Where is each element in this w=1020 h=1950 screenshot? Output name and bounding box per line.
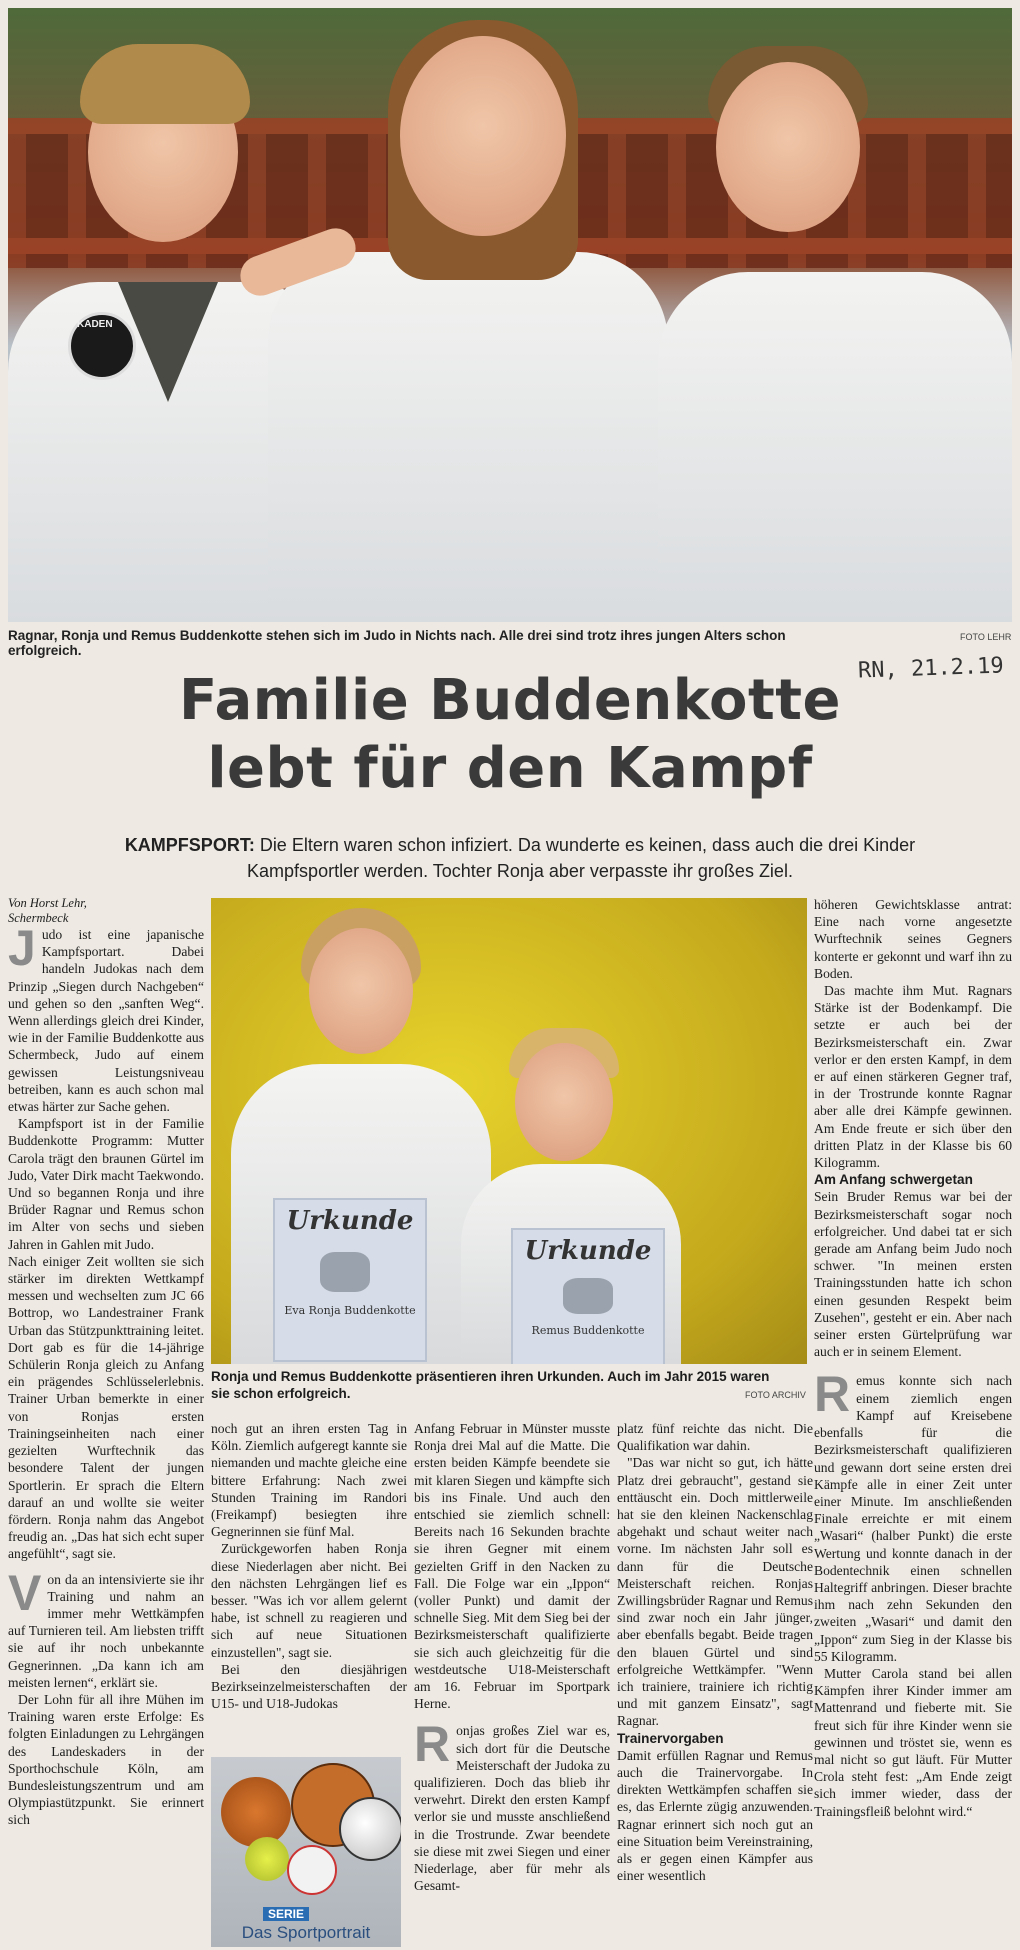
col5-paragraph-3: Sein Bruder Remus war bei der Bezirksmeisterschaft sogar noch erfolgreicher. Und dabei tat er sich gerade am Anfang beim Judo noch schwer. "In meinen ersten Trainingsstunden hatte ich schon einen gesunden Respekt beim Zusehen", gesteht er ein. Aber nach seiner ersten Gürtelprüfung war auch er in seinem Element. xyxy=(814,1189,1012,1360)
series-title: Das Sportportrait xyxy=(241,1923,371,1942)
col2-paragraph-3: Bei den diesjährigen Bezirkseinzelmeisterschaften der U15- und U18-Judokas xyxy=(211,1661,407,1712)
person-right xyxy=(658,22,1012,622)
club-patch: KADEN xyxy=(68,312,136,380)
column-2 xyxy=(211,1420,407,1712)
column-3 xyxy=(414,1420,610,1894)
top-photo xyxy=(8,8,1012,622)
standfirst-text: Die Eltern waren schon infiziert. Da wunderte es keinen, dass auch die drei Kinder Kampfsportler werden. Tochter Ronja aber verpasste ihr großes Ziel. xyxy=(247,835,916,881)
col5-subhead: Am Anfang schwergetan xyxy=(814,1172,973,1188)
certificate-photo-caption: Ronja und Remus Buddenkotte präsentieren ihren Urkunden. Auch im Jahr 2015 waren sie schon erfolgreich. xyxy=(211,1369,770,1401)
soccer-ball-icon xyxy=(339,1797,401,1861)
top-photo-credit: FOTO LEHR xyxy=(960,632,1012,642)
col4-paragraph-3: Damit erfüllen Ragnar und Remus auch die Trainervorgabe. In direkten Wettkämpfen schaffen sie es, das Erlernte zügig anzuwenden. Ragnar erinnert sich noch gut an eine Situation beim Vereinstraining, als er gegen einen Kämpfer aus einer wesentlich xyxy=(617,1747,813,1884)
standfirst xyxy=(80,832,960,884)
col1-paragraph-5: Der Lohn für all ihre Mühen im Training waren erste Erfolge: Es folgten Einladungen zu Lehrgängen des Landeskaders in der Sporthochschule Köln, am Bundesleistungszentrum und am Olympiastützpunkt. Sie erinnert sich xyxy=(8,1691,204,1828)
col1-paragraph-4: Von da an intensivierte sie ihr Training und nahm an immer mehr Wettkämpfen auf Turnieren teil. Am liebsten trifft sie auf ihr noch unbekannte Gegnerinnen. „Da kann ich am meisten lernen“, erklärt sie. xyxy=(8,1564,204,1690)
column-5 xyxy=(814,896,1012,1820)
col3-paragraph-2: Ronjas großes Ziel war es, sich dort für die Deutsche Meisterschaft der Judoka zu qualifizieren. Doch das blieb ihr verwehrt. Direkt den ersten Kampf verlor sie und musste anschließend in die Trostrunde. Zwar beendete sie diese mit zwei Siegen und einer Niederlage, aber für mehr als Gesamt- xyxy=(414,1716,610,1894)
col3-paragraph-1: Anfang Februar in Münster musste Ronja drei Mal auf die Matte. Die ersten beiden Kämpfe beendete sie mit klaren Siegen und kämpfte sich bis ins Finale. Und auch den entschied sie ziemlich schnell: Bereits nach 16 Sekunden brachte sie ihren Gegner mit einem gezielten Griff in den Nacken zu Fall. Die Folge war ein „Ippon“ (voller Punkt) und damit der schnelle Sieg. Mit dem Sieg bei der Bezirksmeisterschaft qualifizierte sie sich auch gleichzeitig für die westdeutsche U18-Meisterschaft am 16. Februar im Sportpark Herne. xyxy=(414,1421,610,1712)
standfirst-label: KAMPFSPORT: xyxy=(124,835,255,855)
certificate-left: Urkunde Eva Ronja Buddenkotte xyxy=(273,1198,427,1362)
certificate-photo xyxy=(211,898,807,1364)
col1-paragraph-1: Judo ist eine japanische Kampfsportart. Dabei handeln Judokas nach dem Prinzip „Siegen durch Nachgeben“ und gehen so den „sanften Weg“. Wenn allerdings gleich drei Kinder, wie in der Familie Buddenkotte aus Schermbeck, Judo auf einem gewissen Leistungsniveau betreiben, kann es auch schon mal etwas härter zur Sache gehen. xyxy=(8,920,204,1115)
tennis-ball-icon xyxy=(245,1837,289,1881)
top-photo-caption: Ragnar, Ronja und Remus Buddenkotte stehen sich im Judo in Nichts nach. Alle drei sind trotz ihres jungen Alters schon erfolgreich. xyxy=(8,628,786,658)
headline-line-2: lebt für den Kampf xyxy=(207,736,813,801)
col1-paragraph-3: Nach einiger Zeit wollten sie sich stärker im direkten Wettkampf messen und wechselten zum JC 66 Bottrop, wo Landestrainer Frank Urban das Stützpunkttraining leitet. Dort gab es für die 14-jährige Schülerin Ronja gleich zu Anfang ein prägendes Schlüsselerlebnis. Trainer Urban bemerkte in einer von Ronjas ersten Trainingseinheiten nach einer gezielten Wurftechnik das besondere Talent der jungen Sportlerin. Er sprach die Eltern darauf an und wollte sie weiter fördern. Ronja nahm das Angebot freudig an. „Das hat sich echt super angefühlt“, sagt sie. xyxy=(8,1253,204,1562)
basketball-icon xyxy=(221,1777,291,1847)
series-box xyxy=(211,1757,401,1947)
handwritten-date-note: RN, 21.2.19 xyxy=(857,653,1005,684)
column-4 xyxy=(617,1420,813,1884)
col4-paragraph-2: "Das war nicht so gut, ich hätte Platz drei gebraucht", gestand sie enttäuscht ein. Doch mittlerweile hat sie den kleinen Nackenschlag abgehakt und schaut weiter nach vorne. Im nächsten Jahr soll es dann für die Deutsche Meisterschaft reichen. Ronjas Zwillingsbrüder Ragnar und Remus sind zwar noch ein Jahr jünger, aber ebenfalls begabt. Beide tragen den blauen Gürtel und sind erfolgreiche Wettkämpfer. "Wenn ich trainiere, trainiere ich richtig und mit ganzem Einsatz", sagt Ragnar. xyxy=(617,1455,813,1729)
series-tag: SERIE xyxy=(263,1907,309,1921)
col5-paragraph-2: Das machte ihm Mut. Ragnars Stärke ist der Bodenkampf. Die setzte er auch bei der Bezirksmeisterschaft ein. Zwar verlor er den ersten Kampf, in dem er auf einen stärkeren Gegner traf, in der Trostrunde konnte Ragnar aber alle drei Kämpfe gewinnen. Am Ende freute er sich über den dritten Platz in der Klasse bis 60 Kilogramm. xyxy=(814,983,1012,1171)
col5-paragraph-5: Mutter Carola stand bei allen Kämpfen ihrer Kinder immer am Mattenrand und fieberte mit. Sie freut sich für ihre Kinder wenn sie gewinnen und tröstet sie, wenn es mal nicht so gut läuft. Für Mutter Crola steht fest: „Am Ende zeigt sich immer wieder, dass der Trainingsfleiß belohnt wird.“ xyxy=(814,1665,1012,1819)
col4-paragraph-1: platz fünf reichte das nicht. Die Qualifikation war dahin. xyxy=(617,1421,813,1454)
certificate-right: Urkunde Remus Buddenkotte xyxy=(511,1228,665,1364)
baseball-icon xyxy=(287,1845,337,1895)
col4-subhead: Trainervorgaben xyxy=(617,1730,724,1746)
col5-paragraph-4: Remus konnte sich nach einem ziemlich engen Kampf auf Kreisebene ebenfalls für die Bezirksmeisterschaft qualifizieren und gewann dort seine ersten drei Kämpfe alle in einer Zeit unter einer Minute. Im anschließenden Finale erreichte er mit einem „Wasari“ (halber Punkt) die erste Wertung und konnte danach in der Bodentechnik einen schnellen Haltegriff anbringen. Dieser brachte ihm nach zehn Sekunden den zweiten „Wasari“ und damit den „Ippon“ zum Sieg in der Klasse bis 55 Kilogramm. xyxy=(814,1366,1012,1664)
col1-paragraph-2: Kampfsport ist in der Familie Buddenkotte Programm: Mutter Carola trägt den braunen Gürtel im Judo, Vater Dirk macht Taekwondo. Und so begannen Ronja und ihre Brüder Ragnar und Remus schon im Alter von sechs und sieben Jahren in Gahlen mit Judo. xyxy=(8,1116,204,1252)
column-1 xyxy=(8,896,204,1829)
byline: Von Horst Lehr, Schermbeck xyxy=(8,896,87,925)
col2-paragraph-1: noch gut an ihren ersten Tag in Köln. Ziemlich aufgeregt kannte sie niemanden und machte gleiche eine bittere Erfahrung: Nach zwei Stunden Training im Randori (Freikampf) besiegten ihre Gegnerinnen sie fünf Mal. xyxy=(211,1421,407,1540)
certificate-photo-credit: FOTO ARCHIV xyxy=(745,1390,806,1400)
headline-line-1: Familie Buddenkotte xyxy=(179,668,841,733)
col5-paragraph-1: höheren Gewichtsklasse antrat: Eine nach vorne angesetzte Wurftechnik seines Gegners konterte er gekonnt und warf ihn zu Boden. xyxy=(814,897,1012,981)
person-middle xyxy=(248,12,668,622)
col2-paragraph-2: Zurückgeworfen haben Ronja diese Niederlagen aber nicht. Bei den nächsten Lehrgängen lief es besser. "Was ich vor allem gelernt habe, ist schnell zu reagieren und sich auf neue Situationen einzustellen", sagt sie. xyxy=(211,1541,407,1660)
